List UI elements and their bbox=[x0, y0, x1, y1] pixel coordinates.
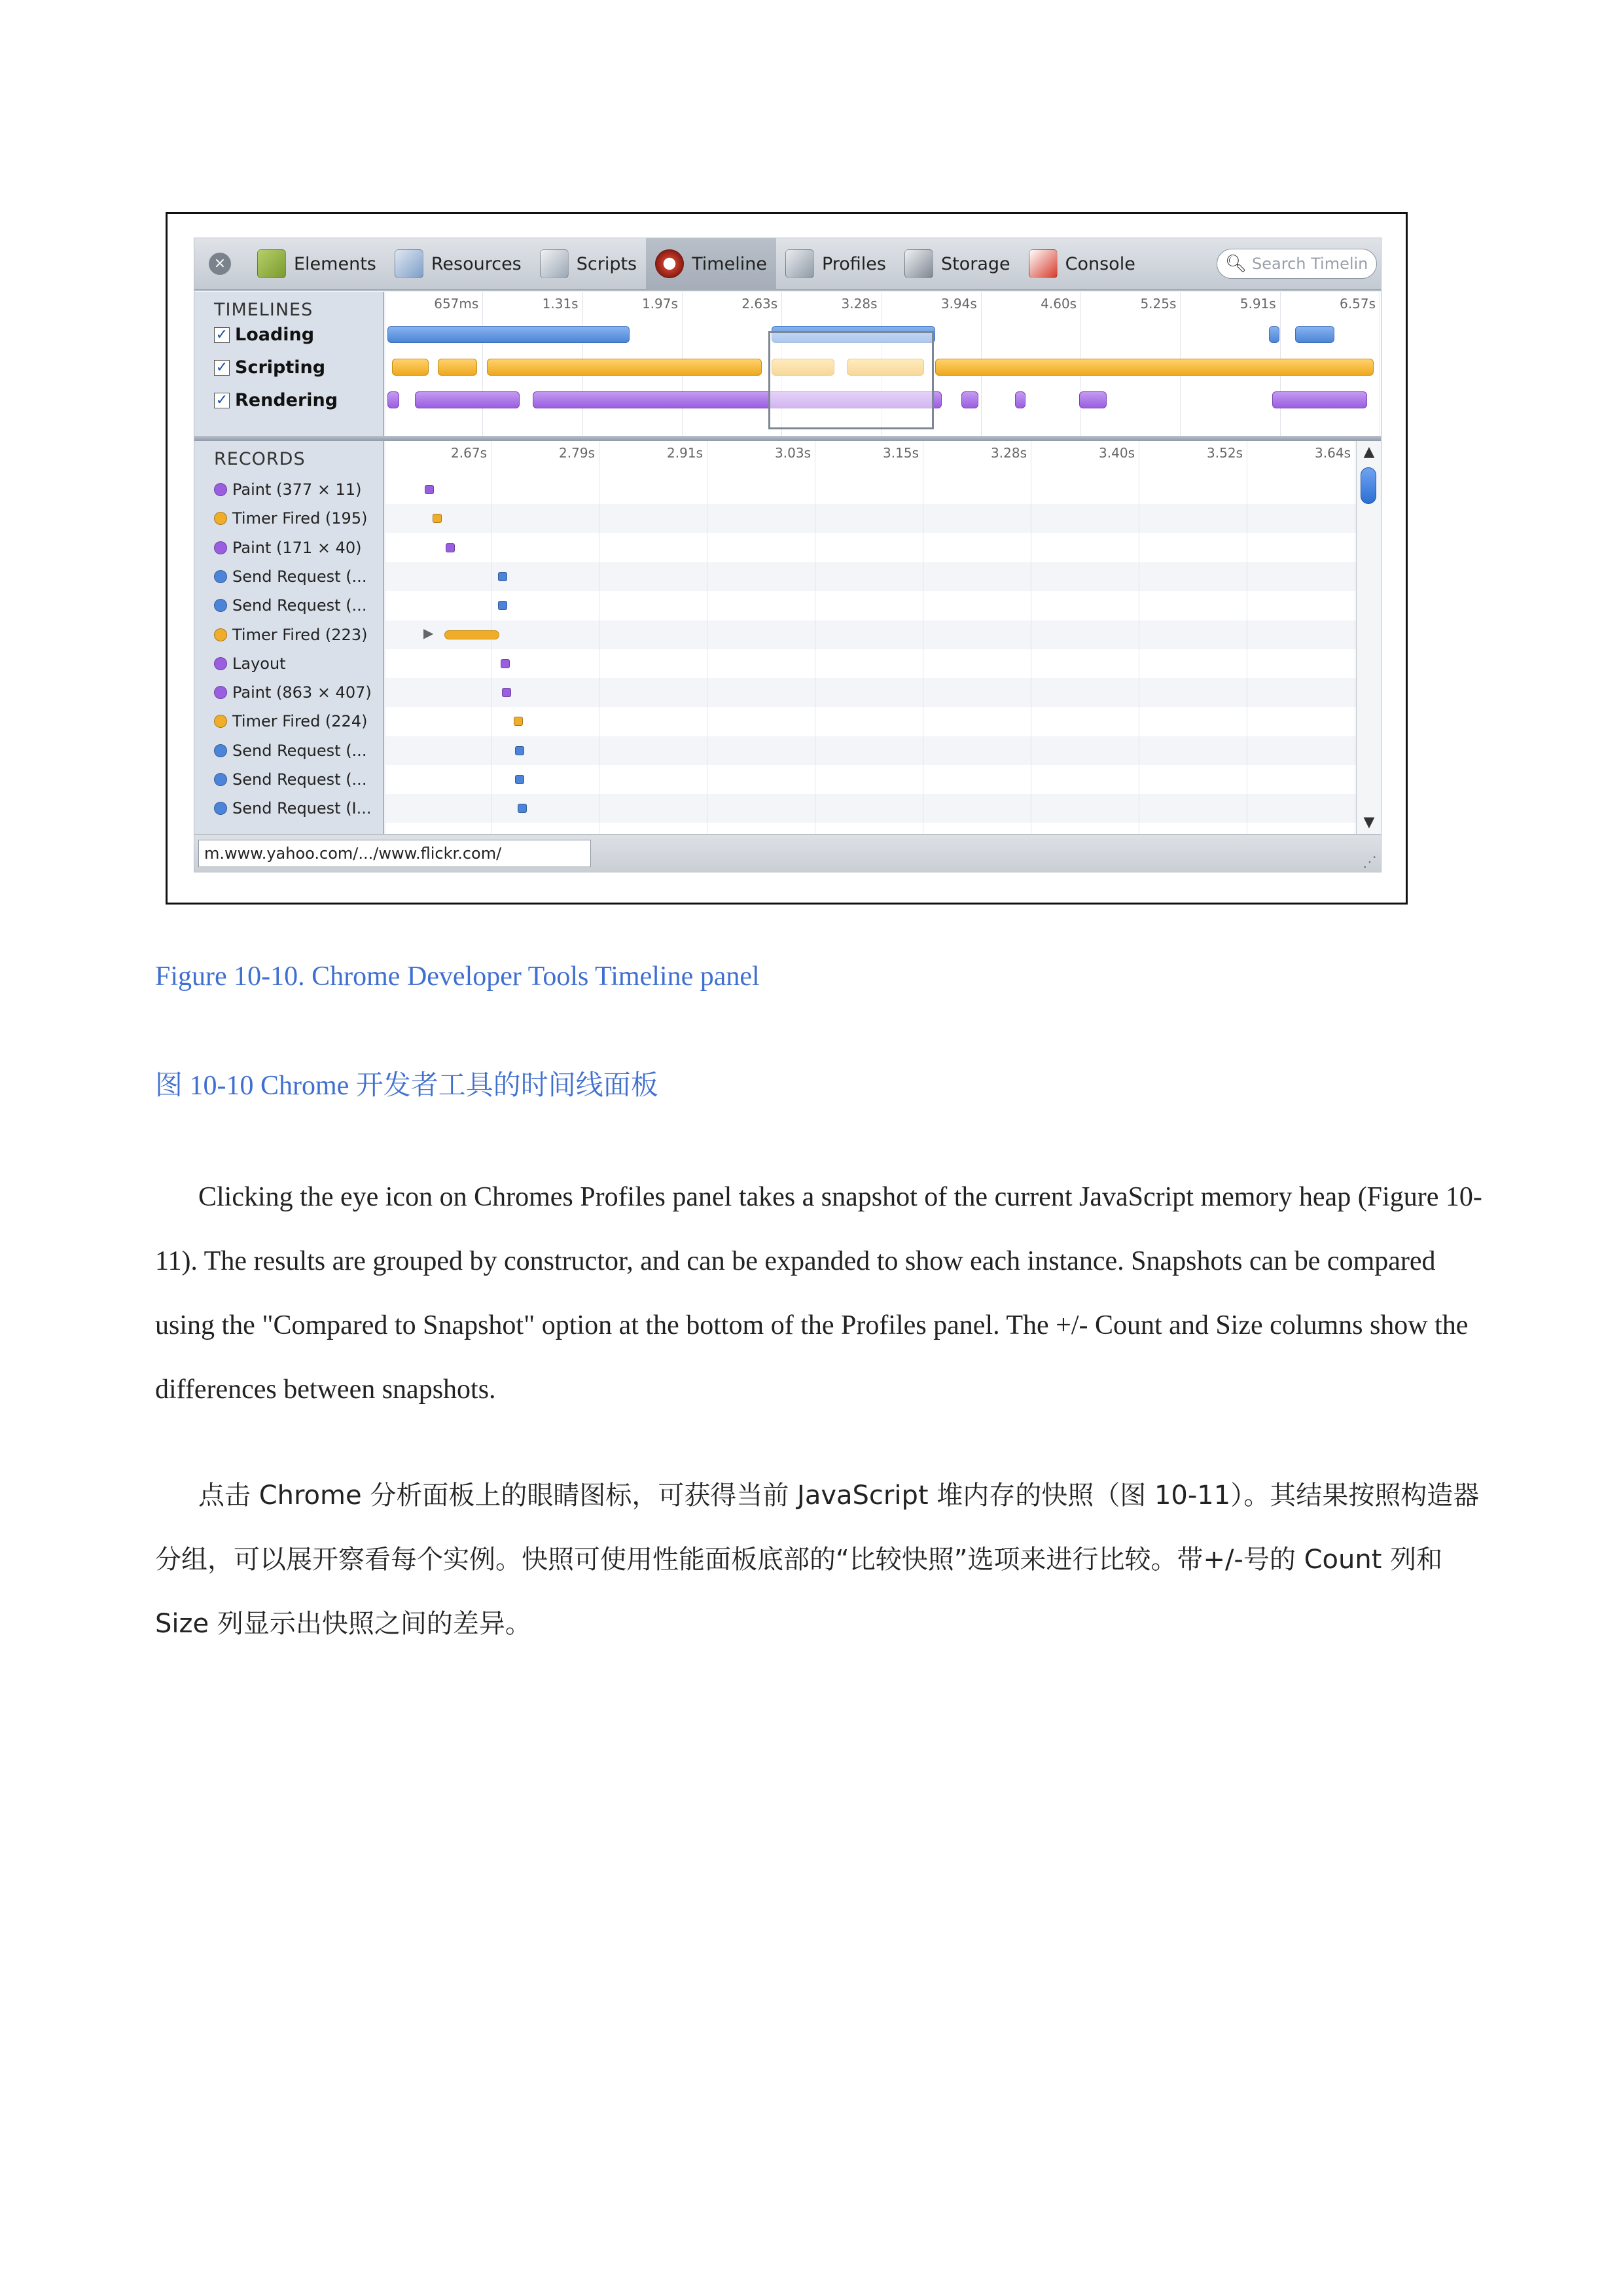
records-title: RECORDS bbox=[214, 449, 306, 469]
panel-divider[interactable] bbox=[194, 436, 1381, 441]
resize-grip-icon[interactable]: ⋰ bbox=[1363, 854, 1377, 870]
timeline-row-rendering[interactable] bbox=[214, 390, 338, 410]
timelines-overview-chart[interactable] bbox=[385, 292, 1382, 436]
record-list-item[interactable] bbox=[214, 678, 372, 707]
overview-tick-label: 4.60s bbox=[1041, 296, 1077, 312]
overview-bar-rendering bbox=[415, 391, 520, 408]
paragraph-text: Clicking the eye icon on Chromes Profiles panel takes a snapshot of the current JavaScript memory heap (Figure 10-11). The results are grouped by constructor, and can be expanded to show each instance. Snapshots can be compared using the "Compared to Snapshot" option at the bottom of the Profiles panel. The +/- Count and Size columns show the differences between snapshots. bbox=[155, 1182, 1482, 1405]
record-row-background bbox=[385, 475, 1357, 504]
record-list-item[interactable] bbox=[214, 504, 367, 533]
records-scrollbar[interactable] bbox=[1356, 441, 1381, 834]
overview-tick-label: 1.97s bbox=[641, 296, 678, 312]
figure-caption-en: Figure 10-10. Chrome Developer Tools Timeline panel bbox=[155, 961, 760, 992]
record-row-background bbox=[385, 562, 1357, 591]
tab-elements[interactable] bbox=[248, 238, 385, 290]
record-list-item[interactable] bbox=[214, 736, 366, 765]
tab-label: Console bbox=[1065, 253, 1135, 274]
tab-label: Profiles bbox=[821, 253, 886, 274]
records-tick-label: 3.40s bbox=[1099, 445, 1135, 461]
records-tick-label: 2.79s bbox=[559, 445, 595, 461]
record-mark bbox=[446, 543, 455, 552]
overview-tick-line bbox=[482, 292, 483, 436]
record-list-item[interactable] bbox=[214, 765, 366, 794]
record-mark bbox=[425, 485, 434, 494]
record-label: Timer Fired (195) bbox=[232, 509, 368, 528]
record-mark bbox=[501, 659, 510, 668]
overview-bar-scripting bbox=[487, 359, 762, 376]
toolbar bbox=[194, 238, 1381, 291]
record-type-timer-icon bbox=[214, 628, 227, 641]
record-row-background bbox=[385, 678, 1357, 707]
paragraph-text: 点击 Chrome 分析面板上的眼睛图标，可获得当前 JavaScript 堆内存的快照（图 10-11）。其结果按照构造器分组，可以展开察看每个实例。快照可使用性能面板底部的“比较快照”选项来进行比较。带+/-号的 Count 列和 Size 列显示出快照之间的差异。 bbox=[155, 1480, 1480, 1639]
status-url: m.www.yahoo.com/.../www.flickr.com/ bbox=[198, 840, 591, 867]
records-tick-label: 3.15s bbox=[883, 445, 919, 461]
record-mark bbox=[518, 804, 527, 813]
records-section bbox=[194, 441, 1381, 834]
tab-label: Timeline bbox=[692, 253, 767, 274]
records-tick-label: 3.28s bbox=[991, 445, 1027, 461]
record-type-send-icon bbox=[214, 744, 227, 757]
overview-tick-label: 5.91s bbox=[1240, 296, 1276, 312]
record-type-paint-icon bbox=[214, 686, 227, 699]
timeline-row-loading[interactable] bbox=[214, 325, 314, 345]
record-duration-bar bbox=[444, 630, 499, 639]
timeline-row-label: Loading bbox=[235, 325, 315, 345]
overview-bar-scripting bbox=[392, 359, 429, 376]
tab-scripts[interactable] bbox=[531, 238, 646, 290]
storage-icon bbox=[904, 249, 933, 278]
record-label: Send Request (... bbox=[232, 567, 367, 586]
record-label: Send Request (... bbox=[232, 596, 367, 615]
overview-bar-rendering bbox=[1079, 391, 1107, 408]
timelines-sidebar bbox=[194, 292, 384, 436]
overview-bar-loading bbox=[387, 326, 630, 343]
overview-selection-window[interactable] bbox=[768, 331, 934, 429]
tab-storage[interactable] bbox=[895, 238, 1020, 290]
record-type-timer-icon bbox=[214, 715, 227, 728]
paragraph-en bbox=[155, 1165, 1484, 1422]
tab-label: Elements bbox=[294, 253, 376, 274]
record-label: Paint (863 × 407) bbox=[232, 683, 372, 702]
record-row-background bbox=[385, 765, 1357, 794]
record-list-item[interactable] bbox=[214, 620, 367, 649]
checkbox-checked-icon[interactable]: ✓ bbox=[214, 360, 230, 376]
overview-tick-label: 657ms bbox=[434, 296, 479, 312]
record-row-background bbox=[385, 591, 1357, 620]
record-list-item[interactable] bbox=[214, 707, 367, 736]
records-tick-label: 3.52s bbox=[1207, 445, 1243, 461]
search-input[interactable] bbox=[1217, 249, 1377, 279]
record-row-background bbox=[385, 736, 1357, 765]
figure-frame bbox=[166, 212, 1408, 905]
status-bar bbox=[194, 834, 1381, 872]
record-row-background bbox=[385, 649, 1357, 678]
timelines-title: TIMELINES bbox=[214, 300, 313, 320]
tab-label: Storage bbox=[940, 253, 1010, 274]
record-type-send-icon bbox=[214, 599, 227, 612]
record-label: Layout bbox=[232, 654, 286, 673]
record-mark bbox=[515, 775, 524, 784]
record-mark bbox=[502, 688, 511, 697]
figure-caption-zh: 图 10-10 Chrome 开发者工具的时间线面板 bbox=[155, 1071, 658, 1101]
record-label: Paint (377 × 11) bbox=[232, 480, 362, 499]
overview-tick-label: 2.63s bbox=[741, 296, 778, 312]
record-label: Timer Fired (223) bbox=[232, 625, 368, 644]
tab-resources[interactable] bbox=[385, 238, 531, 290]
overview-tick-label: 5.25s bbox=[1140, 296, 1177, 312]
tab-timeline[interactable] bbox=[646, 238, 776, 290]
record-label: Timer Fired (224) bbox=[232, 712, 368, 731]
record-type-paint-icon bbox=[214, 541, 227, 554]
timelines-section bbox=[194, 292, 1381, 436]
overview-tick-label: 3.94s bbox=[940, 296, 977, 312]
record-type-paint-icon bbox=[214, 657, 227, 670]
expand-triangle-icon[interactable]: ▶ bbox=[423, 625, 434, 641]
overview-bar-loading bbox=[1269, 326, 1279, 343]
record-type-send-icon bbox=[214, 802, 227, 815]
record-mark bbox=[515, 746, 524, 755]
overview-bar-loading bbox=[1295, 326, 1334, 343]
records-tick-label: 3.64s bbox=[1315, 445, 1351, 461]
overview-tick-label: 6.57s bbox=[1340, 296, 1376, 312]
record-list-item[interactable] bbox=[214, 794, 372, 823]
record-mark bbox=[498, 572, 507, 581]
record-mark bbox=[433, 514, 442, 523]
scrollbar-thumb[interactable] bbox=[1361, 467, 1376, 504]
record-label: Paint (171 × 40) bbox=[232, 538, 362, 557]
paragraph-zh bbox=[155, 1463, 1484, 1656]
record-mark bbox=[498, 601, 507, 610]
resources-icon bbox=[395, 249, 423, 278]
overview-bar-rendering bbox=[1272, 391, 1367, 408]
record-label: Send Request (... bbox=[232, 741, 367, 760]
records-tick-label: 3.03s bbox=[775, 445, 811, 461]
record-row-background bbox=[385, 504, 1357, 533]
record-row-background bbox=[385, 794, 1357, 823]
profiles-icon bbox=[785, 249, 814, 278]
console-icon bbox=[1029, 249, 1058, 278]
devtools-window bbox=[194, 238, 1382, 872]
overview-tick-label: 3.28s bbox=[841, 296, 878, 312]
search-placeholder: Search Timelin bbox=[1252, 255, 1368, 273]
records-tick-label: 2.67s bbox=[451, 445, 487, 461]
tab-label: Scripts bbox=[576, 253, 637, 274]
scroll-down-icon[interactable]: ▼ bbox=[1363, 814, 1375, 831]
scroll-up-icon[interactable]: ▲ bbox=[1363, 444, 1375, 460]
close-button[interactable]: × bbox=[209, 253, 231, 275]
record-list-item[interactable] bbox=[214, 591, 366, 620]
records-sidebar bbox=[194, 441, 384, 834]
search-icon: 🔍︎ bbox=[1225, 254, 1247, 274]
records-chart[interactable] bbox=[385, 441, 1357, 834]
tab-profiles[interactable] bbox=[776, 238, 895, 290]
record-mark bbox=[514, 717, 523, 726]
timeline-row-label: Rendering bbox=[235, 390, 338, 410]
records-tick-label: 2.91s bbox=[667, 445, 703, 461]
record-type-send-icon bbox=[214, 570, 227, 583]
timeline-row-label: Scripting bbox=[235, 357, 326, 378]
overview-bar-rendering bbox=[1015, 391, 1026, 408]
timeline-row-scripting[interactable] bbox=[214, 357, 325, 378]
record-label: Send Request (I... bbox=[232, 799, 372, 818]
tab-console[interactable] bbox=[1020, 238, 1145, 290]
record-row-background bbox=[385, 620, 1357, 649]
timeline-icon bbox=[655, 249, 684, 278]
overview-bar-scripting bbox=[935, 359, 1374, 376]
record-type-timer-icon bbox=[214, 512, 227, 525]
record-list-item[interactable] bbox=[214, 533, 361, 562]
tab-label: Resources bbox=[431, 253, 522, 274]
record-label: Send Request (... bbox=[232, 770, 367, 789]
overview-bar-scripting bbox=[438, 359, 477, 376]
elements-icon bbox=[257, 249, 286, 278]
checkbox-checked-icon[interactable]: ✓ bbox=[214, 393, 230, 408]
record-row-background bbox=[385, 707, 1357, 736]
record-list-item[interactable] bbox=[214, 475, 361, 504]
scripts-icon bbox=[540, 249, 569, 278]
record-row-background bbox=[385, 533, 1357, 562]
record-list-item[interactable] bbox=[214, 649, 286, 678]
overview-tick-label: 1.31s bbox=[542, 296, 579, 312]
record-type-paint-icon bbox=[214, 483, 227, 496]
record-list-item[interactable] bbox=[214, 562, 366, 591]
checkbox-checked-icon[interactable]: ✓ bbox=[214, 327, 230, 343]
overview-bar-rendering bbox=[961, 391, 978, 408]
overview-bar-rendering bbox=[387, 391, 399, 408]
record-type-send-icon bbox=[214, 773, 227, 786]
